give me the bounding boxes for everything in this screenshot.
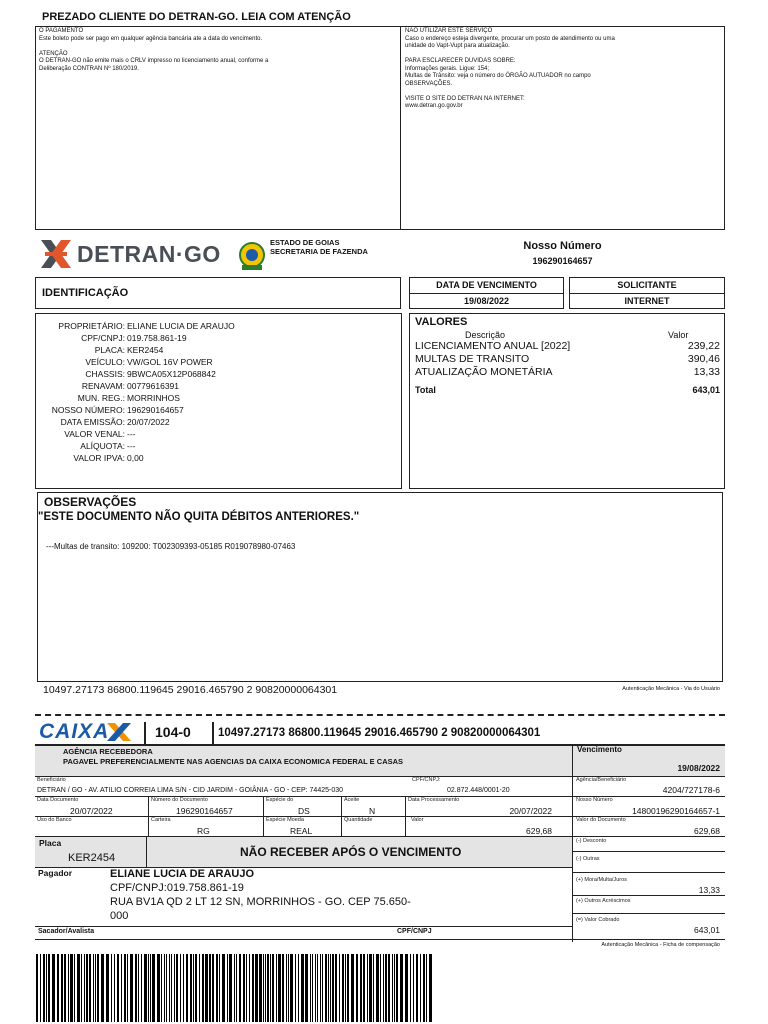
field-row xyxy=(36,320,401,332)
field-label: MUN. REG.: xyxy=(77,393,125,403)
placa-label: Placa xyxy=(39,838,62,848)
agencia-ben-label: Agência/Beneficiário xyxy=(576,777,627,783)
barcode-bar xyxy=(420,954,421,1022)
nosso-numero-label: Nosso Número xyxy=(523,240,602,252)
valor-item xyxy=(415,353,720,366)
barcode-bar xyxy=(121,954,122,1022)
field-row xyxy=(36,428,401,440)
barcode-bar xyxy=(89,954,91,1022)
cpf-cnpj-ben-value: 02.872.448/0001-20 xyxy=(447,787,510,794)
barcode-bar xyxy=(405,954,408,1022)
aceite-label: Aceite xyxy=(344,797,360,803)
barcode-bar xyxy=(152,954,155,1022)
field-label: CHASSIS: xyxy=(85,369,125,379)
barcode-bar xyxy=(385,954,387,1022)
barcode-bar xyxy=(174,954,175,1022)
barcode-bar xyxy=(325,954,327,1022)
barcode-bar xyxy=(392,954,393,1022)
field-value: 0,00 xyxy=(127,453,144,463)
field-label: PROPRIETÁRIO: xyxy=(58,321,125,331)
barcode-bar xyxy=(157,954,160,1022)
barcode-bar xyxy=(400,954,403,1022)
detran-arrows-icon xyxy=(37,236,75,272)
barcode-bar xyxy=(61,954,63,1022)
autenticacao-ficha: Autenticação Mecânica - Ficha de compensação xyxy=(601,942,720,948)
barcode-bar xyxy=(190,954,192,1022)
barcode-bar xyxy=(356,954,358,1022)
barcode-bar xyxy=(180,954,181,1022)
barcode-bar xyxy=(413,954,414,1022)
observacoes-title: OBSERVAÇÕES xyxy=(44,495,137,509)
barcode-bar xyxy=(295,954,296,1022)
valor-label: Valor xyxy=(411,817,424,823)
nosso-num2-value: 14800196290164657-1 xyxy=(632,806,720,816)
cobrado-label: (=) Valor Cobrado xyxy=(576,917,620,923)
cut-line xyxy=(35,714,725,716)
observacoes-headline: "ESTE DOCUMENTO NÃO QUITA DÉBITOS ANTERIORES." xyxy=(38,511,360,523)
sacador-label: Sacador/Avalista xyxy=(38,928,95,935)
barcode-bar xyxy=(342,954,344,1022)
barcode-bar xyxy=(202,954,204,1022)
pagador-addr1: RUA BV1A QD 2 LT 12 SN, MORRINHOS - GO. CEP 75.650- xyxy=(110,896,411,908)
field-value: VW/GOL 16V POWER xyxy=(127,357,213,367)
especie-doc-label: Espécie do xyxy=(266,797,294,803)
field-label: CPF/CNPJ: xyxy=(81,333,125,343)
nao-receber-text: NÃO RECEBER APÓS O VENCIMENTO xyxy=(240,845,462,859)
barcode-bar xyxy=(77,954,80,1022)
caixa-logo-text: CAIXA xyxy=(39,720,110,743)
pagador-cpf: CPF/CNPJ:019.758.861-19 xyxy=(110,882,244,894)
valores-box xyxy=(409,313,725,489)
valor-item-desc: LICENCIAMENTO ANUAL [2022] xyxy=(415,340,571,352)
field-row xyxy=(36,368,401,380)
mora-value: 13,33 xyxy=(698,885,720,895)
barcode-bar xyxy=(236,954,237,1022)
data-doc-value: 20/07/2022 xyxy=(70,806,113,816)
barcode-bar xyxy=(270,954,271,1022)
field-label: DATA EMISSÃO: xyxy=(60,417,125,427)
barcode xyxy=(36,954,436,1022)
barcode-bar xyxy=(183,954,184,1022)
caixa-x-mark-icon xyxy=(105,721,133,743)
barcode-bar xyxy=(43,954,45,1022)
quantidade-label: Quantidade xyxy=(344,817,373,823)
data-doc-label: Data Documento xyxy=(37,797,79,803)
especie-moeda-label: Espécie Moeda xyxy=(266,817,304,823)
barcode-bar xyxy=(276,954,277,1022)
field-label: NOSSO NÚMERO: xyxy=(51,405,125,415)
barcode-bar xyxy=(74,954,75,1022)
info-left-line: Este boleto pode ser pago em qualquer agência bancária ate a data do vencimento. xyxy=(39,35,263,42)
info-right-line: unidade do Vapt-Vupt para atualização. xyxy=(405,43,510,49)
aceite-value: N xyxy=(369,806,376,816)
valores-total-value: 643,01 xyxy=(692,385,720,395)
barcode-bar xyxy=(229,954,232,1022)
outras-label: (-) Outras xyxy=(576,856,600,862)
barcode-bar xyxy=(369,954,372,1022)
info-right-line: OBSERVAÇÕES. xyxy=(405,80,453,87)
barcode-bar xyxy=(222,954,225,1022)
barcode-bar xyxy=(363,954,365,1022)
beneficiario-label: Beneficiário xyxy=(37,777,66,783)
barcode-bar xyxy=(312,954,313,1022)
uso-banco-label: Uso do Banco xyxy=(37,817,72,823)
linha-digitavel: 10497.27173 86800.119645 29016.465790 2 90820000064301 xyxy=(43,684,338,696)
barcode-bar xyxy=(265,954,266,1022)
barcode-bar xyxy=(114,954,115,1022)
barcode-bar xyxy=(97,954,99,1022)
mora-label: (+) Mora/Multa/Juros xyxy=(576,877,627,883)
field-label: ALÍQUOTA: xyxy=(80,441,125,451)
field-label: VALOR IPVA: xyxy=(73,453,125,463)
barcode-bar xyxy=(282,954,284,1022)
valor-item xyxy=(415,340,720,353)
barcode-bar xyxy=(259,954,262,1022)
field-row xyxy=(36,356,401,368)
info-right-line: Multas de Trânsito: veja o número do ÓRGÃO AUTUADOR no campo xyxy=(405,73,591,79)
bank-linha-digitavel: 10497.27173 86800.119645 29016.465790 2 90820000064301 xyxy=(218,727,541,739)
field-label: PLACA: xyxy=(94,345,125,355)
pagavel-text: PAGAVEL PREFERENCIALMENTE NAS AGENCIAS DA CAIXA ECONOMICA FEDERAL E CASAS xyxy=(63,757,404,766)
barcode-bar xyxy=(410,954,411,1022)
barcode-bar xyxy=(193,954,194,1022)
barcode-bar xyxy=(81,954,82,1022)
pagador-addr2: 000 xyxy=(110,910,129,922)
info-left-line: O DETRAN-GO não emite mais o CRLV impresso no licenciamento anual, conforme a xyxy=(39,58,269,64)
barcode-bar xyxy=(195,954,197,1022)
agencia-ben-value: 4204/727178-6 xyxy=(662,785,720,795)
barcode-bar xyxy=(252,954,254,1022)
vencimento-label: DATA DE VENCIMENTO xyxy=(436,280,537,290)
info-left-line: O PAGAMENTO xyxy=(39,28,84,34)
barcode-bar xyxy=(330,954,331,1022)
info-box xyxy=(35,26,725,230)
detran-logo-text: DETRAN·GO xyxy=(77,241,221,267)
field-row xyxy=(36,332,401,344)
barcode-bar xyxy=(36,954,38,1022)
barcode-bar xyxy=(286,954,287,1022)
info-left-line: ATENÇÃO xyxy=(39,50,68,57)
barcode-bar xyxy=(328,954,329,1022)
carteira-label: Carteira xyxy=(151,817,171,823)
info-right-line: PARA ESCLARECER DUVIDAS SOBRE: xyxy=(405,58,516,64)
field-label: VEÍCULO: xyxy=(85,357,125,367)
field-value: 9BWCA05X12P068842 xyxy=(127,369,216,379)
barcode-bar xyxy=(317,954,318,1022)
barcode-bar xyxy=(332,954,334,1022)
barcode-bar xyxy=(171,954,172,1022)
cpf-cnpj2-label: CPF/CNPJ xyxy=(397,928,432,935)
valor-doc-label: Valor do Documento xyxy=(576,817,626,823)
estado-line2: SECRETARIA DE FAZENDA xyxy=(270,247,368,256)
caixa-logo xyxy=(35,721,131,743)
info-left-line xyxy=(39,43,394,51)
info-right-line xyxy=(405,51,720,59)
barcode-bar xyxy=(376,954,379,1022)
bank-code: 104-0 xyxy=(155,724,191,740)
barcode-bar xyxy=(138,954,139,1022)
barcode-bar xyxy=(367,954,368,1022)
barcode-bar xyxy=(68,954,69,1022)
valores-col-valor: Valor xyxy=(668,330,689,340)
field-value: --- xyxy=(127,429,136,439)
field-row xyxy=(36,440,401,452)
vencimento2-label: Vencimento xyxy=(577,745,622,754)
barcode-bar xyxy=(246,954,247,1022)
identificacao-box xyxy=(35,277,401,309)
barcode-bar xyxy=(278,954,281,1022)
outros-acr-label: (+) Outros Acréscimos xyxy=(576,898,631,904)
barcode-bar xyxy=(64,954,66,1022)
vencimento-value: 19/08/2022 xyxy=(463,296,510,306)
field-value: KER2454 xyxy=(127,345,164,355)
barcode-bar xyxy=(148,954,149,1022)
barcode-bar xyxy=(339,954,340,1022)
vencimento-box xyxy=(409,277,564,309)
pagador-name: ELIANE LUCIA DE ARAUJO xyxy=(110,868,255,880)
barcode-bar xyxy=(216,954,218,1022)
barcode-bar xyxy=(263,954,264,1022)
barcode-bar xyxy=(239,954,241,1022)
field-row xyxy=(36,416,401,428)
info-right-line: VISITE O SITE DO DETRAN NA INTERNET: xyxy=(405,95,525,102)
barcode-bar xyxy=(360,954,362,1022)
valor-item xyxy=(415,366,720,379)
goias-seal-icon xyxy=(238,238,266,272)
field-value: 00779616391 xyxy=(127,381,180,391)
vencimento2-value: 19/08/2022 xyxy=(677,763,720,773)
barcode-bar xyxy=(150,954,151,1022)
field-value: ELIANE LUCIA DE ARAUJO xyxy=(127,321,235,331)
barcode-bar xyxy=(135,954,137,1022)
barcode-bar xyxy=(394,954,395,1022)
detran-logo xyxy=(37,236,221,272)
barcode-bar xyxy=(373,954,374,1022)
cpf-cnpj-ben-label: CPF/CNPJ: xyxy=(412,777,441,783)
agencia-recebedora: AGÊNCIA RECEBEDORA xyxy=(63,747,153,756)
barcode-bar xyxy=(161,954,162,1022)
barcode-bar xyxy=(267,954,269,1022)
num-doc-value: 196290164657 xyxy=(176,806,233,816)
carteira-value: RG xyxy=(197,826,210,836)
barcode-bar xyxy=(209,954,211,1022)
page-title: PREZADO CLIENTE DO DETRAN-GO. LEIA COM ATENÇÃO xyxy=(42,11,351,23)
barcode-bar xyxy=(429,954,432,1022)
solicitante-label: SOLICITANTE xyxy=(617,280,677,290)
barcode-bar xyxy=(272,954,274,1022)
barcode-bar xyxy=(423,954,425,1022)
field-row xyxy=(36,392,401,404)
barcode-bar xyxy=(310,954,311,1022)
valor-item-value: 239,22 xyxy=(687,340,720,352)
valor-doc-value: 629,68 xyxy=(694,826,720,836)
especie-moeda-value: REAL xyxy=(290,826,313,836)
solicitante-box xyxy=(569,277,725,309)
valores-col-desc: Descrição xyxy=(465,330,506,340)
barcode-bar xyxy=(166,954,167,1022)
field-value: 196290164657 xyxy=(127,405,184,415)
info-right xyxy=(405,28,720,111)
desconto-label: (-) Desconto xyxy=(576,838,607,844)
field-label: RENAVAM: xyxy=(81,381,125,391)
estado-line1: ESTADO DE GOIAS xyxy=(270,238,340,247)
data-proc-label: Data Processamento xyxy=(408,797,460,803)
barcode-bar xyxy=(315,954,316,1022)
observacoes-text: ---Multas de transito: 109200: T002309393-05185 R019078980-07463 xyxy=(46,542,296,551)
barcode-bar xyxy=(141,954,142,1022)
barcode-bar xyxy=(48,954,50,1022)
field-row xyxy=(36,380,401,392)
barcode-bar xyxy=(380,954,381,1022)
barcode-bar xyxy=(84,954,85,1022)
valores-title: VALORES xyxy=(415,316,468,328)
barcode-bar xyxy=(130,954,133,1022)
num-doc-label: Número do Documento xyxy=(151,797,208,803)
barcode-bar xyxy=(86,954,88,1022)
observacoes-box xyxy=(37,492,723,682)
barcode-bar xyxy=(111,954,112,1022)
barcode-bar xyxy=(345,954,346,1022)
barcode-bar xyxy=(52,954,55,1022)
solicitante-value: INTERNET xyxy=(624,296,670,306)
barcode-bar xyxy=(70,954,73,1022)
pagador-label: Pagador xyxy=(38,868,73,878)
barcode-bar xyxy=(40,954,41,1022)
info-left-line: Deliberação CONTRAN Nº 180/2019. xyxy=(39,65,139,72)
barcode-bar xyxy=(95,954,96,1022)
especie-doc-value: DS xyxy=(298,806,310,816)
barcode-bar xyxy=(227,954,228,1022)
field-row xyxy=(36,344,401,356)
barcode-bar xyxy=(249,954,250,1022)
barcode-bar xyxy=(127,954,128,1022)
placa-value: KER2454 xyxy=(68,852,116,864)
barcode-bar xyxy=(305,954,308,1022)
barcode-bar xyxy=(144,954,147,1022)
cobrado-value: 643,01 xyxy=(694,925,720,935)
barcode-bar xyxy=(322,954,323,1022)
barcode-bar xyxy=(212,954,214,1022)
field-label: VALOR VENAL: xyxy=(64,429,125,439)
valor-value: 629,68 xyxy=(526,826,552,836)
barcode-bar xyxy=(347,954,349,1022)
nosso-numero-value: 196290164657 xyxy=(532,256,593,266)
barcode-bar xyxy=(57,954,59,1022)
barcode-bar xyxy=(426,954,427,1022)
info-right-line: Caso o endereço esteja divergente, procurar um posto de atendimento ou uma xyxy=(405,35,615,42)
barcode-bar xyxy=(106,954,109,1022)
valor-item-value: 390,46 xyxy=(687,353,720,365)
barcode-bar xyxy=(388,954,390,1022)
field-row xyxy=(36,404,401,416)
valor-item-value: 13,33 xyxy=(693,366,720,378)
barcode-bar xyxy=(416,954,418,1022)
barcode-bar xyxy=(205,954,208,1022)
barcode-bar xyxy=(164,954,165,1022)
valor-item-desc: MULTAS DE TRANSITO xyxy=(415,353,530,365)
nosso-num2-label: Nosso Número xyxy=(576,797,613,803)
barcode-bar xyxy=(396,954,398,1022)
barcode-bar xyxy=(320,954,321,1022)
vehicle-fields-box xyxy=(35,313,402,489)
beneficiario-value: DETRAN / GO - AV. ATILIO CORREIA LIMA S/N - CID JARDIM - GOIÂNIA - GO - CEP: 74425-030 xyxy=(37,787,344,794)
field-value: --- xyxy=(127,441,136,451)
barcode-bar xyxy=(288,954,289,1022)
barcode-bar xyxy=(199,954,200,1022)
identificacao-label: IDENTIFICAÇÃO xyxy=(42,287,129,299)
barcode-bar xyxy=(383,954,384,1022)
barcode-bar xyxy=(124,954,126,1022)
barcode-bar xyxy=(298,954,299,1022)
valores-total-label: Total xyxy=(415,385,436,395)
info-left xyxy=(39,28,394,73)
barcode-bar xyxy=(46,954,47,1022)
info-right-line xyxy=(405,88,720,96)
field-value: MORRINHOS xyxy=(127,393,180,403)
barcode-bar xyxy=(101,954,104,1022)
field-row xyxy=(36,452,401,464)
field-value: 019.758.861-19 xyxy=(127,333,187,343)
estado-text xyxy=(270,238,368,256)
info-right-line: www.detran.go.gov.br xyxy=(405,103,463,109)
barcode-bar xyxy=(169,954,170,1022)
field-value: 20/07/2022 xyxy=(127,417,170,427)
info-right-line: NAO UTILIZAR ESTE SERVIÇO xyxy=(405,28,493,34)
barcode-bar xyxy=(255,954,258,1022)
info-right-line: Informações gerais. Ligue: 154; xyxy=(405,65,490,72)
valor-item-desc: ATUALIZAÇÃO MONETÁRIA xyxy=(415,366,553,378)
autenticacao-usuario: Autenticação Mecânica - Via do Usuário xyxy=(622,686,720,692)
barcode-bar xyxy=(290,954,293,1022)
barcode-bar xyxy=(243,954,245,1022)
barcode-bar xyxy=(335,954,337,1022)
barcode-bar xyxy=(219,954,220,1022)
barcode-bar xyxy=(93,954,94,1022)
data-proc-value: 20/07/2022 xyxy=(509,806,552,816)
barcode-bar xyxy=(351,954,354,1022)
barcode-bar xyxy=(176,954,178,1022)
barcode-bar xyxy=(186,954,188,1022)
barcode-bar xyxy=(234,954,235,1022)
barcode-bar xyxy=(117,954,119,1022)
barcode-bar xyxy=(301,954,304,1022)
